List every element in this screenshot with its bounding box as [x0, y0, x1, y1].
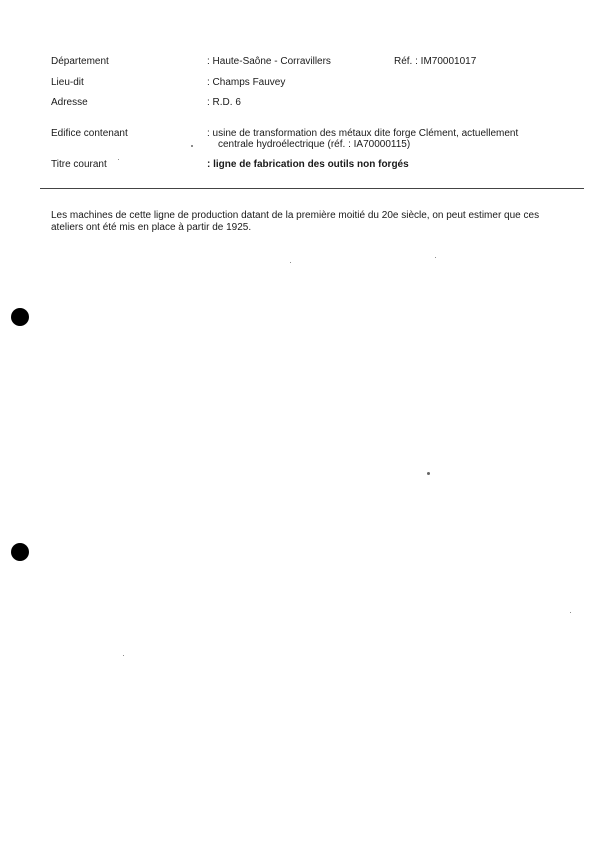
reference-label: Réf.: [394, 56, 413, 67]
scan-speck: [435, 257, 436, 258]
scan-speck: [427, 472, 430, 475]
titre-courant-value: : ligne de fabrication des outils non forgés: [207, 159, 409, 170]
header-divider: [40, 188, 584, 189]
scan-speck: [118, 159, 119, 160]
punch-hole-icon: [11, 308, 29, 326]
edifice-value-line2: centrale hydroélectrique (réf. : IA70000115): [218, 139, 411, 150]
description-paragraph: Les machines de cette ligne de production datant de la première moitié du 20e siècle, on peut estimer que ces ateliers ont été mis en place à partir de 1925.: [51, 210, 540, 233]
reference-field: [394, 56, 476, 68]
departement-label: Département: [51, 56, 109, 67]
edifice-label: Edifice contenant: [51, 128, 128, 139]
lieu-dit-value: : Champs Fauvey: [207, 77, 286, 88]
reference-value: : IM70001017: [415, 56, 477, 67]
scan-speck: [570, 612, 571, 613]
lieu-dit-label: Lieu-dit: [51, 77, 84, 88]
punch-hole-icon: [11, 543, 29, 561]
edifice-value-line1: : usine de transformation des métaux dite forge Clément, actuellement: [207, 128, 519, 139]
adresse-label: Adresse: [51, 97, 88, 108]
scan-speck: [123, 655, 124, 656]
adresse-value: : R.D. 6: [207, 97, 241, 108]
scan-speck: [191, 145, 193, 147]
titre-courant-label: Titre courant: [51, 159, 107, 170]
scan-speck: [290, 262, 291, 263]
departement-value: : Haute-Saône - Corravillers: [207, 56, 331, 67]
